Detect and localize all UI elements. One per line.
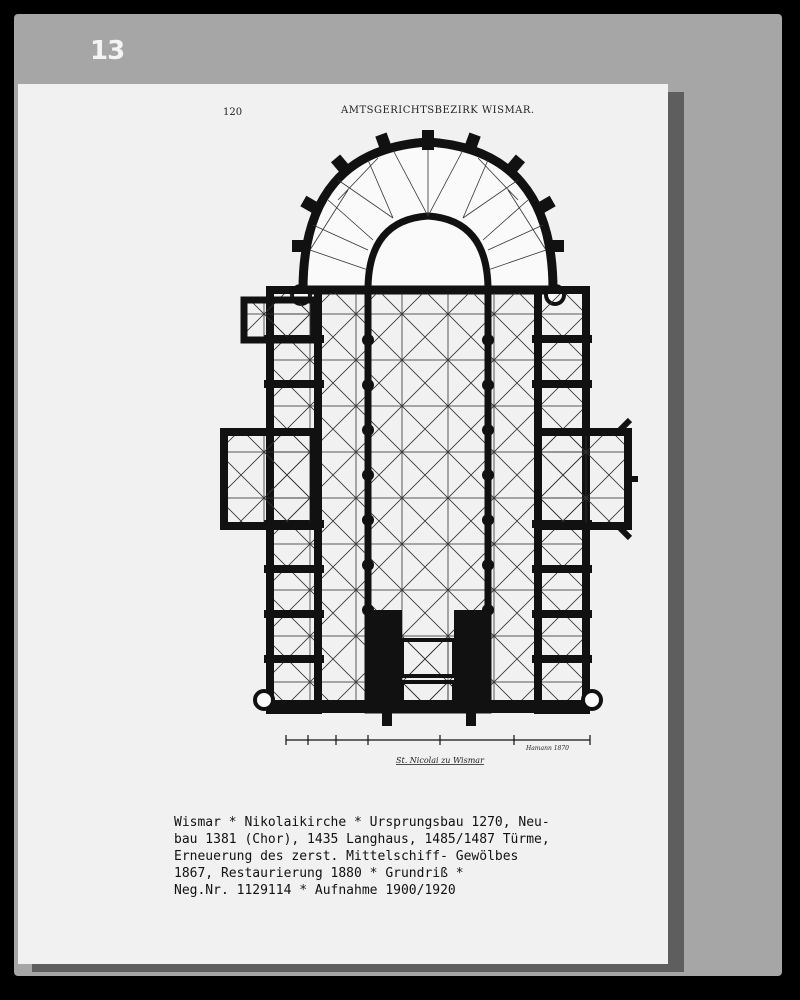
plan-signature: Hamann 1870 — [526, 745, 569, 752]
caption-line: 1867, Restaurierung 1880 * Grundriß * — [174, 866, 464, 881]
page-number: 120 — [223, 107, 243, 118]
caption-line: bau 1381 (Chor), 1435 Langhaus, 1485/1487 Türme, — [174, 832, 550, 847]
choir-apse — [292, 130, 564, 304]
caption-line: Neg.Nr. 1129114 * Aufnahme 1900/1920 — [174, 883, 456, 898]
book-page — [18, 84, 668, 964]
caption — [174, 814, 644, 899]
plan-title: St. Nicolai zu Wismar — [396, 756, 484, 765]
scale-bar — [286, 735, 590, 745]
running-head: AMTSGERICHTSBEZIRK WISMAR. — [341, 105, 535, 116]
caption-line: Erneuerung des zerst. Mittelschiff- Gewölbes — [174, 849, 519, 864]
church-floor-plan — [218, 130, 638, 765]
caption-line: Wismar * Nikolaikirche * Ursprungsbau 1270, Neu- — [174, 815, 550, 830]
slide-number: 13 — [90, 36, 125, 66]
